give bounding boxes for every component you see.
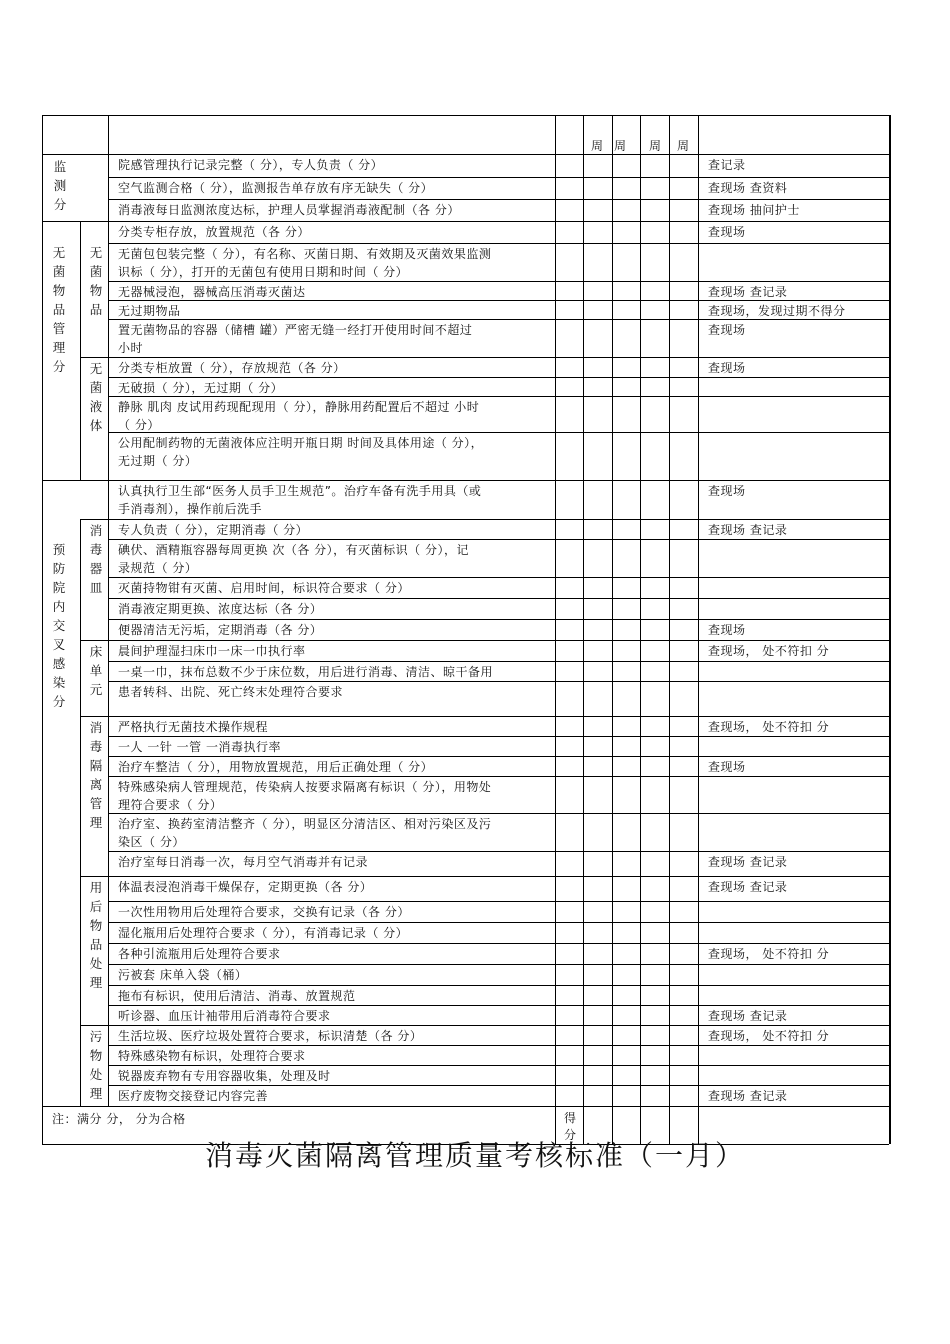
week-header-4: 周 <box>677 139 690 153</box>
criterion-text: 无过期（ 分） <box>118 454 198 468</box>
grid-line <box>583 115 584 1144</box>
criterion-text: 碘伏、酒精瓶容器每周更换 次（各 分），有灭菌标识（ 分），记 <box>118 543 469 557</box>
grid-line <box>80 221 81 480</box>
grid-line <box>108 199 889 200</box>
grid-line <box>108 901 889 902</box>
grid-line <box>108 1065 889 1066</box>
check-method: 查现场 查记录 <box>708 880 788 894</box>
grid-line <box>108 1106 889 1107</box>
section-sterile-items: 无菌物品 <box>89 245 103 317</box>
section-used-goods: 用后物品处理 <box>89 880 103 990</box>
grid-line <box>108 985 889 986</box>
grid-line <box>108 480 889 481</box>
check-method: 查现场 <box>708 361 746 375</box>
section-disinfect-vessel: 消毒器皿 <box>89 523 103 595</box>
grid-line <box>108 756 889 757</box>
grid-line <box>555 115 556 1144</box>
criterion-text: 灭菌持物钳有灭菌、启用时间，标识符合要求（ 分） <box>118 581 410 595</box>
grid-line <box>612 115 613 1144</box>
grid-line <box>42 115 43 1144</box>
check-method: 查现场， 处不符扣 分 <box>708 1029 830 1043</box>
grid-line <box>108 640 889 641</box>
criterion-text: 公用配制药物的无菌液体应注明开瓶日期 时间及具体用途（ 分）， <box>118 436 484 450</box>
section-prevent: 预防院内交叉感染 分 <box>52 542 66 709</box>
criterion-text: 医疗废物交接登记内容完善 <box>118 1089 269 1103</box>
criterion-text: 体温表浸泡消毒干燥保存，定期更换（各 分） <box>118 880 373 894</box>
criterion-text: 空气监测合格（ 分），监测报告单存放有序无缺失（ 分） <box>118 181 434 195</box>
criterion-text: 录规范（ 分） <box>118 561 198 575</box>
grid-line <box>108 943 889 944</box>
grid-line <box>108 177 889 178</box>
section-isolation: 消毒隔离管理 <box>89 720 103 830</box>
check-method: 查现场 <box>708 760 746 774</box>
check-method: 查现场，发现过期不得分 <box>708 304 846 318</box>
criterion-text: 便器清洁无污垢，定期消毒（各 分） <box>118 623 323 637</box>
criterion-text: 一桌一巾，抹布总数不少于床位数，用后进行消毒、清洁、晾干备用 <box>118 665 494 679</box>
grid-line <box>108 813 889 814</box>
check-method: 查现场 <box>708 323 746 337</box>
grid-line <box>108 736 889 737</box>
criterion-text: 无过期物品 <box>118 304 181 318</box>
criterion-text: 分类专柜放置（ 分），存放规范（各 分） <box>118 361 346 375</box>
grid-line <box>889 115 891 1144</box>
criterion-text: 小时 <box>118 341 144 355</box>
criterion-text: 专人负责（ 分），定期消毒（ 分） <box>118 523 309 537</box>
criterion-text: 各种引流瓶用后处理符合要求 <box>118 947 281 961</box>
grid-line <box>108 281 889 282</box>
grid-line <box>108 964 889 965</box>
grid-line <box>108 432 889 433</box>
week-header-2: 周 <box>614 139 627 153</box>
criterion-text: 消毒液每日监测浓度达标，护理人员掌握消毒液配制（各 分） <box>118 203 460 217</box>
check-method: 查现场， 处不符扣 分 <box>708 644 830 658</box>
grid-line <box>108 221 889 222</box>
criterion-text: 认真执行卫生部“医务人员手卫生规范”。治疗车备有洗手用具（或 <box>118 484 482 498</box>
grid-line <box>108 922 889 923</box>
grid-line <box>108 776 889 777</box>
criterion-text: 无破损（ 分），无过期（ 分） <box>118 381 284 395</box>
criterion-text: 锐器废弃物有专用容器收集，处理及时 <box>118 1069 331 1083</box>
criterion-text: 湿化瓶用后处理符合要求（ 分），有消毒记录（ 分） <box>118 926 409 940</box>
section-sterile-goods: 无菌物品管理 分 <box>52 245 66 374</box>
grid-line <box>108 619 889 620</box>
check-method: 查记录 <box>708 158 746 172</box>
section-monitor: 监测 分 <box>53 159 67 212</box>
check-method: 查现场， 处不符扣 分 <box>708 947 830 961</box>
check-method: 查现场 <box>708 623 746 637</box>
criterion-text: 治疗室、换药室清洁整齐（ 分），明显区分清洁区、相对污染区及污 <box>118 817 492 831</box>
criterion-text: 置无菌物品的容器（储槽 罐）严密无缝一经打开使用时间不超过 <box>118 323 473 337</box>
score-label: 得分 <box>563 1111 576 1142</box>
check-method: 查现场 查资料 <box>708 181 788 195</box>
criterion-text: 理符合要求（ 分） <box>118 798 223 812</box>
criterion-text: 一人 一针 一管 一消毒执行率 <box>118 740 281 754</box>
criterion-text: 院感管理执行记录完整（ 分），专人负责（ 分） <box>118 158 384 172</box>
criterion-text: 手消毒剂），操作前后洗手 <box>118 502 263 516</box>
grid-line <box>108 115 109 1106</box>
grid-line <box>108 539 889 540</box>
criterion-text: 患者转科、出院、死亡终末处理符合要求 <box>118 685 344 699</box>
grid-line <box>108 1085 889 1086</box>
grid-line <box>108 577 889 578</box>
criterion-text: 晨间护理湿扫床巾一床一巾执行率 <box>118 644 306 658</box>
criterion-text: 识标（ 分），打开的无菌包有使用日期和时间（ 分） <box>118 265 409 279</box>
section-waste: 污物处理 <box>89 1029 103 1101</box>
check-method: 查现场 查记录 <box>708 855 788 869</box>
criterion-text: 分类专柜存放，放置规范（各 分） <box>118 225 310 239</box>
grid-line <box>698 115 699 1144</box>
check-method: 查现场 查记录 <box>708 523 788 537</box>
footer-note: 注：满分 分， 分为合格 <box>52 1112 186 1126</box>
grid-line <box>42 115 889 116</box>
section-bed-unit: 床单元 <box>89 644 103 697</box>
criterion-text: 治疗车整洁（ 分），用物放置规范，用后正确处理（ 分） <box>118 760 434 774</box>
criterion-text: 治疗室每日消毒一次，每月空气消毒并有记录 <box>118 855 369 869</box>
criterion-text: 拖布有标识，使用后清洁、消毒、放置规范 <box>118 989 356 1003</box>
grid-line <box>108 851 889 852</box>
grid-line <box>80 519 81 1106</box>
week-header-3: 周 <box>649 139 662 153</box>
criterion-text: 听诊器、血压计袖带用后消毒符合要求 <box>118 1009 331 1023</box>
grid-line <box>108 1025 889 1026</box>
section-sterile-liquid: 无菌液体 <box>89 361 103 433</box>
criterion-text: 消毒液定期更换、浓度达标（各 分） <box>118 602 323 616</box>
grid-line <box>108 154 889 155</box>
check-method: 查现场 查记录 <box>708 1009 788 1023</box>
criterion-text: 无器械浸泡，器械高压消毒灭菌达 <box>118 285 306 299</box>
criterion-text: 静脉 肌肉 皮试用药现配现用（ 分），静脉用药配置后不超过 小时 <box>118 400 480 414</box>
week-header-1: 周 <box>591 139 604 153</box>
check-method: 查现场 <box>708 484 746 498</box>
criterion-text: 严格执行无菌技术操作规程 <box>118 720 269 734</box>
grid-line <box>108 716 889 717</box>
criterion-text: 一次性用物用后处理符合要求，交换有记录（各 分） <box>118 905 410 919</box>
grid-line <box>108 598 889 599</box>
grid-line <box>108 876 889 877</box>
criterion-text: 生活垃圾、医疗垃圾处置符合要求，标识清楚（各 分） <box>118 1029 423 1043</box>
grid-line <box>108 1005 889 1006</box>
grid-line <box>108 681 889 682</box>
grid-line <box>108 519 889 520</box>
check-method: 查现场 查记录 <box>708 285 788 299</box>
criterion-text: 特殊感染病人管理规范，传染病人按要求隔离有标识（ 分），用物处 <box>118 780 492 794</box>
grid-line <box>108 243 889 244</box>
criterion-text: 污被套 床单入袋（桶） <box>118 968 248 982</box>
grid-line <box>640 115 641 1144</box>
grid-line <box>669 115 670 1144</box>
grid-line <box>108 377 889 378</box>
check-method: 查现场， 处不符扣 分 <box>708 720 830 734</box>
check-method: 查现场 查记录 <box>708 1089 788 1103</box>
criterion-text: 无菌包包装完整（ 分），有名称、灭菌日期、有效期及灭菌效果监测 <box>118 247 492 261</box>
page-title: 消毒灭菌隔离管理质量考核标准（一月） <box>204 1139 745 1172</box>
grid-line <box>108 661 889 662</box>
check-method: 查现场 抽问护士 <box>708 203 800 217</box>
criterion-text: 染区（ 分） <box>118 835 185 849</box>
criterion-text: 特殊感染物有标识，处理符合要求 <box>118 1049 306 1063</box>
check-method: 查现场 <box>708 225 746 239</box>
grid-line <box>108 1045 889 1046</box>
grid-line <box>108 357 889 358</box>
criterion-text: （ 分） <box>118 418 160 432</box>
